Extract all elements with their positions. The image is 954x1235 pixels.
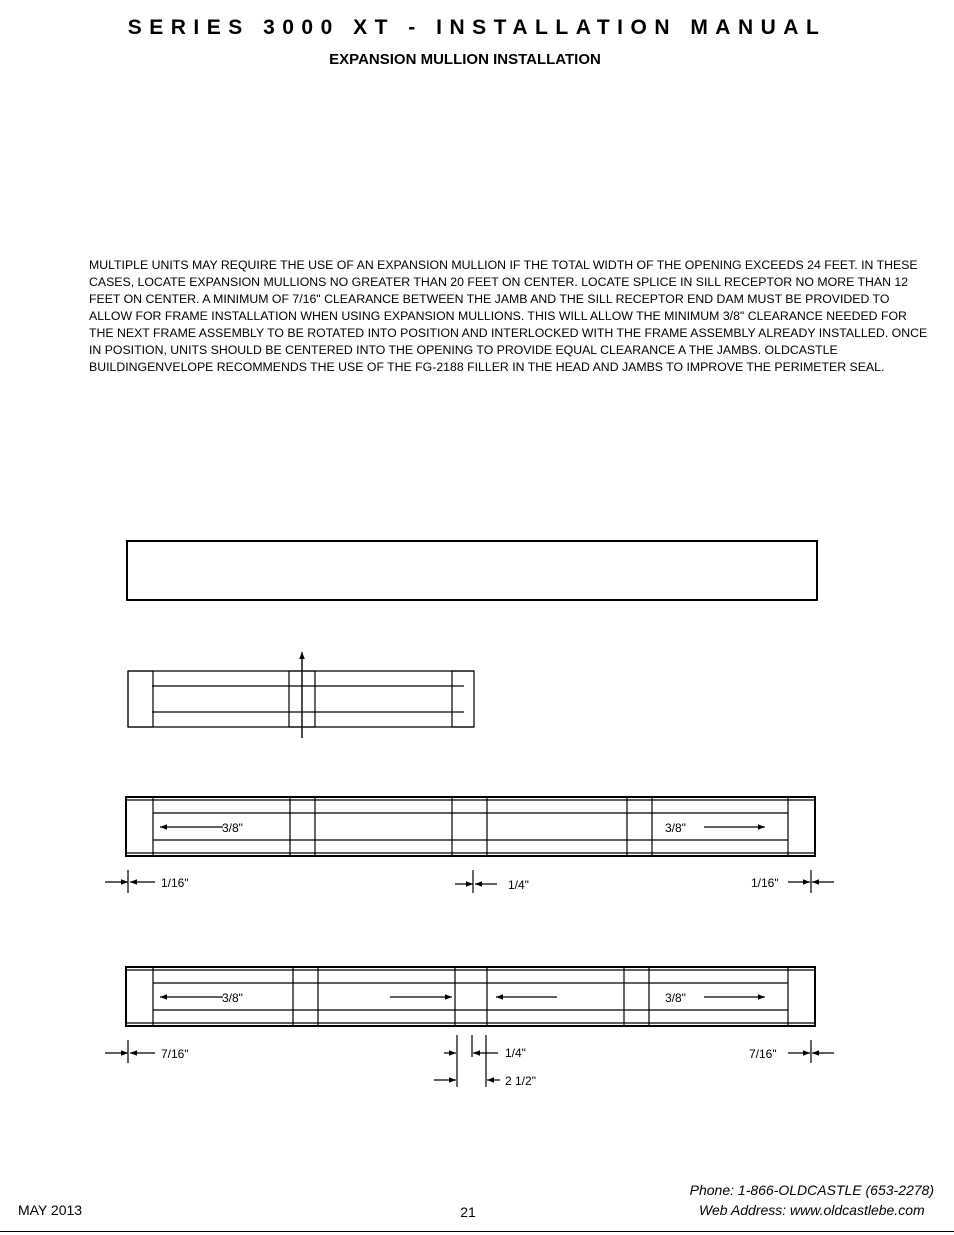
bottom-left-gap-label: 7/16" (161, 1047, 189, 1061)
bottom-frame-assembly (105, 967, 834, 1087)
middle-left-travel-label: 3/8" (222, 821, 243, 835)
bottom-rule (0, 1231, 954, 1232)
middle-center-gap-label: 1/4" (508, 878, 529, 892)
bottom-right-gap-label: 7/16" (749, 1047, 777, 1061)
page-number: 21 (460, 1204, 476, 1220)
note-box (126, 540, 818, 601)
middle-right-gap-label: 1/16" (751, 876, 779, 890)
footer-phone: Phone: 1-866-OLDCASTLE (653-2278) (689, 1182, 934, 1198)
bottom-right-travel-label: 3/8" (665, 991, 686, 1005)
middle-frame-assembly (105, 797, 834, 893)
footer-date: MAY 2013 (18, 1202, 83, 1218)
bottom-center-gap-label: 1/4" (505, 1046, 526, 1060)
middle-right-travel-label: 3/8" (665, 821, 686, 835)
series-title: SERIES 3000 XT - INSTALLATION MANUAL (127, 16, 827, 39)
expansion-mullion-diagram (0, 630, 954, 1100)
middle-left-gap-label: 1/16" (161, 876, 189, 890)
bottom-left-travel-label: 3/8" (222, 991, 243, 1005)
top-frame-assembly (128, 652, 474, 738)
footer-contact (690, 1180, 934, 1220)
bottom-mullion-width-label: 2 1/2" (505, 1074, 536, 1088)
section-title: EXPANSION MULLION INSTALLATION (329, 51, 601, 68)
intro-paragraph: MULTIPLE UNITS MAY REQUIRE THE USE OF AN EXPANSION MULLION IF THE TOTAL WIDTH OF THE OPENING EXCEEDS 24 FEET. IN THESE CASES, LOCATE EXPANSION MULLIONS NO GREATER THAN 20 FEET ON CENTER. LOCATE SPLICE IN SILL RECEPTOR NO MORE THAN 12 FEET ON CENTER. A MINIMUM OF 7/16" CLEARANCE BETWEEN THE JAMB AND THE SILL RECEPTOR END DAM MUST BE PROVIDED TO ALLOW FOR FRAME INSTALLATION WHEN USING EXPANSION MULLIONS. THIS WILL ALLOW THE MINIMUM 3/8" CLEARANCE NEEDED FOR THE NEXT FRAME ASSEMBLY TO BE ROTATED INTO POSITION AND INTERLOCKED WITH THE FRAME ASSEMBLY ALREADY INSTALLED. ONCE IN POSITION, UNITS SHOULD BE CENTERED INTO THE OPENING TO PROVIDE EQUAL CLEARANCE A THE JAMBS. OLDCASTLE BUILDINGENVELOPE RECOMMENDS THE USE OF THE FG-2188 FILLER IN THE HEAD AND JAMBS TO IMPROVE THE PERIMETER SEAL. (89, 258, 928, 374)
footer-web: Web Address: www.oldcastlebe.com (698, 1202, 925, 1218)
